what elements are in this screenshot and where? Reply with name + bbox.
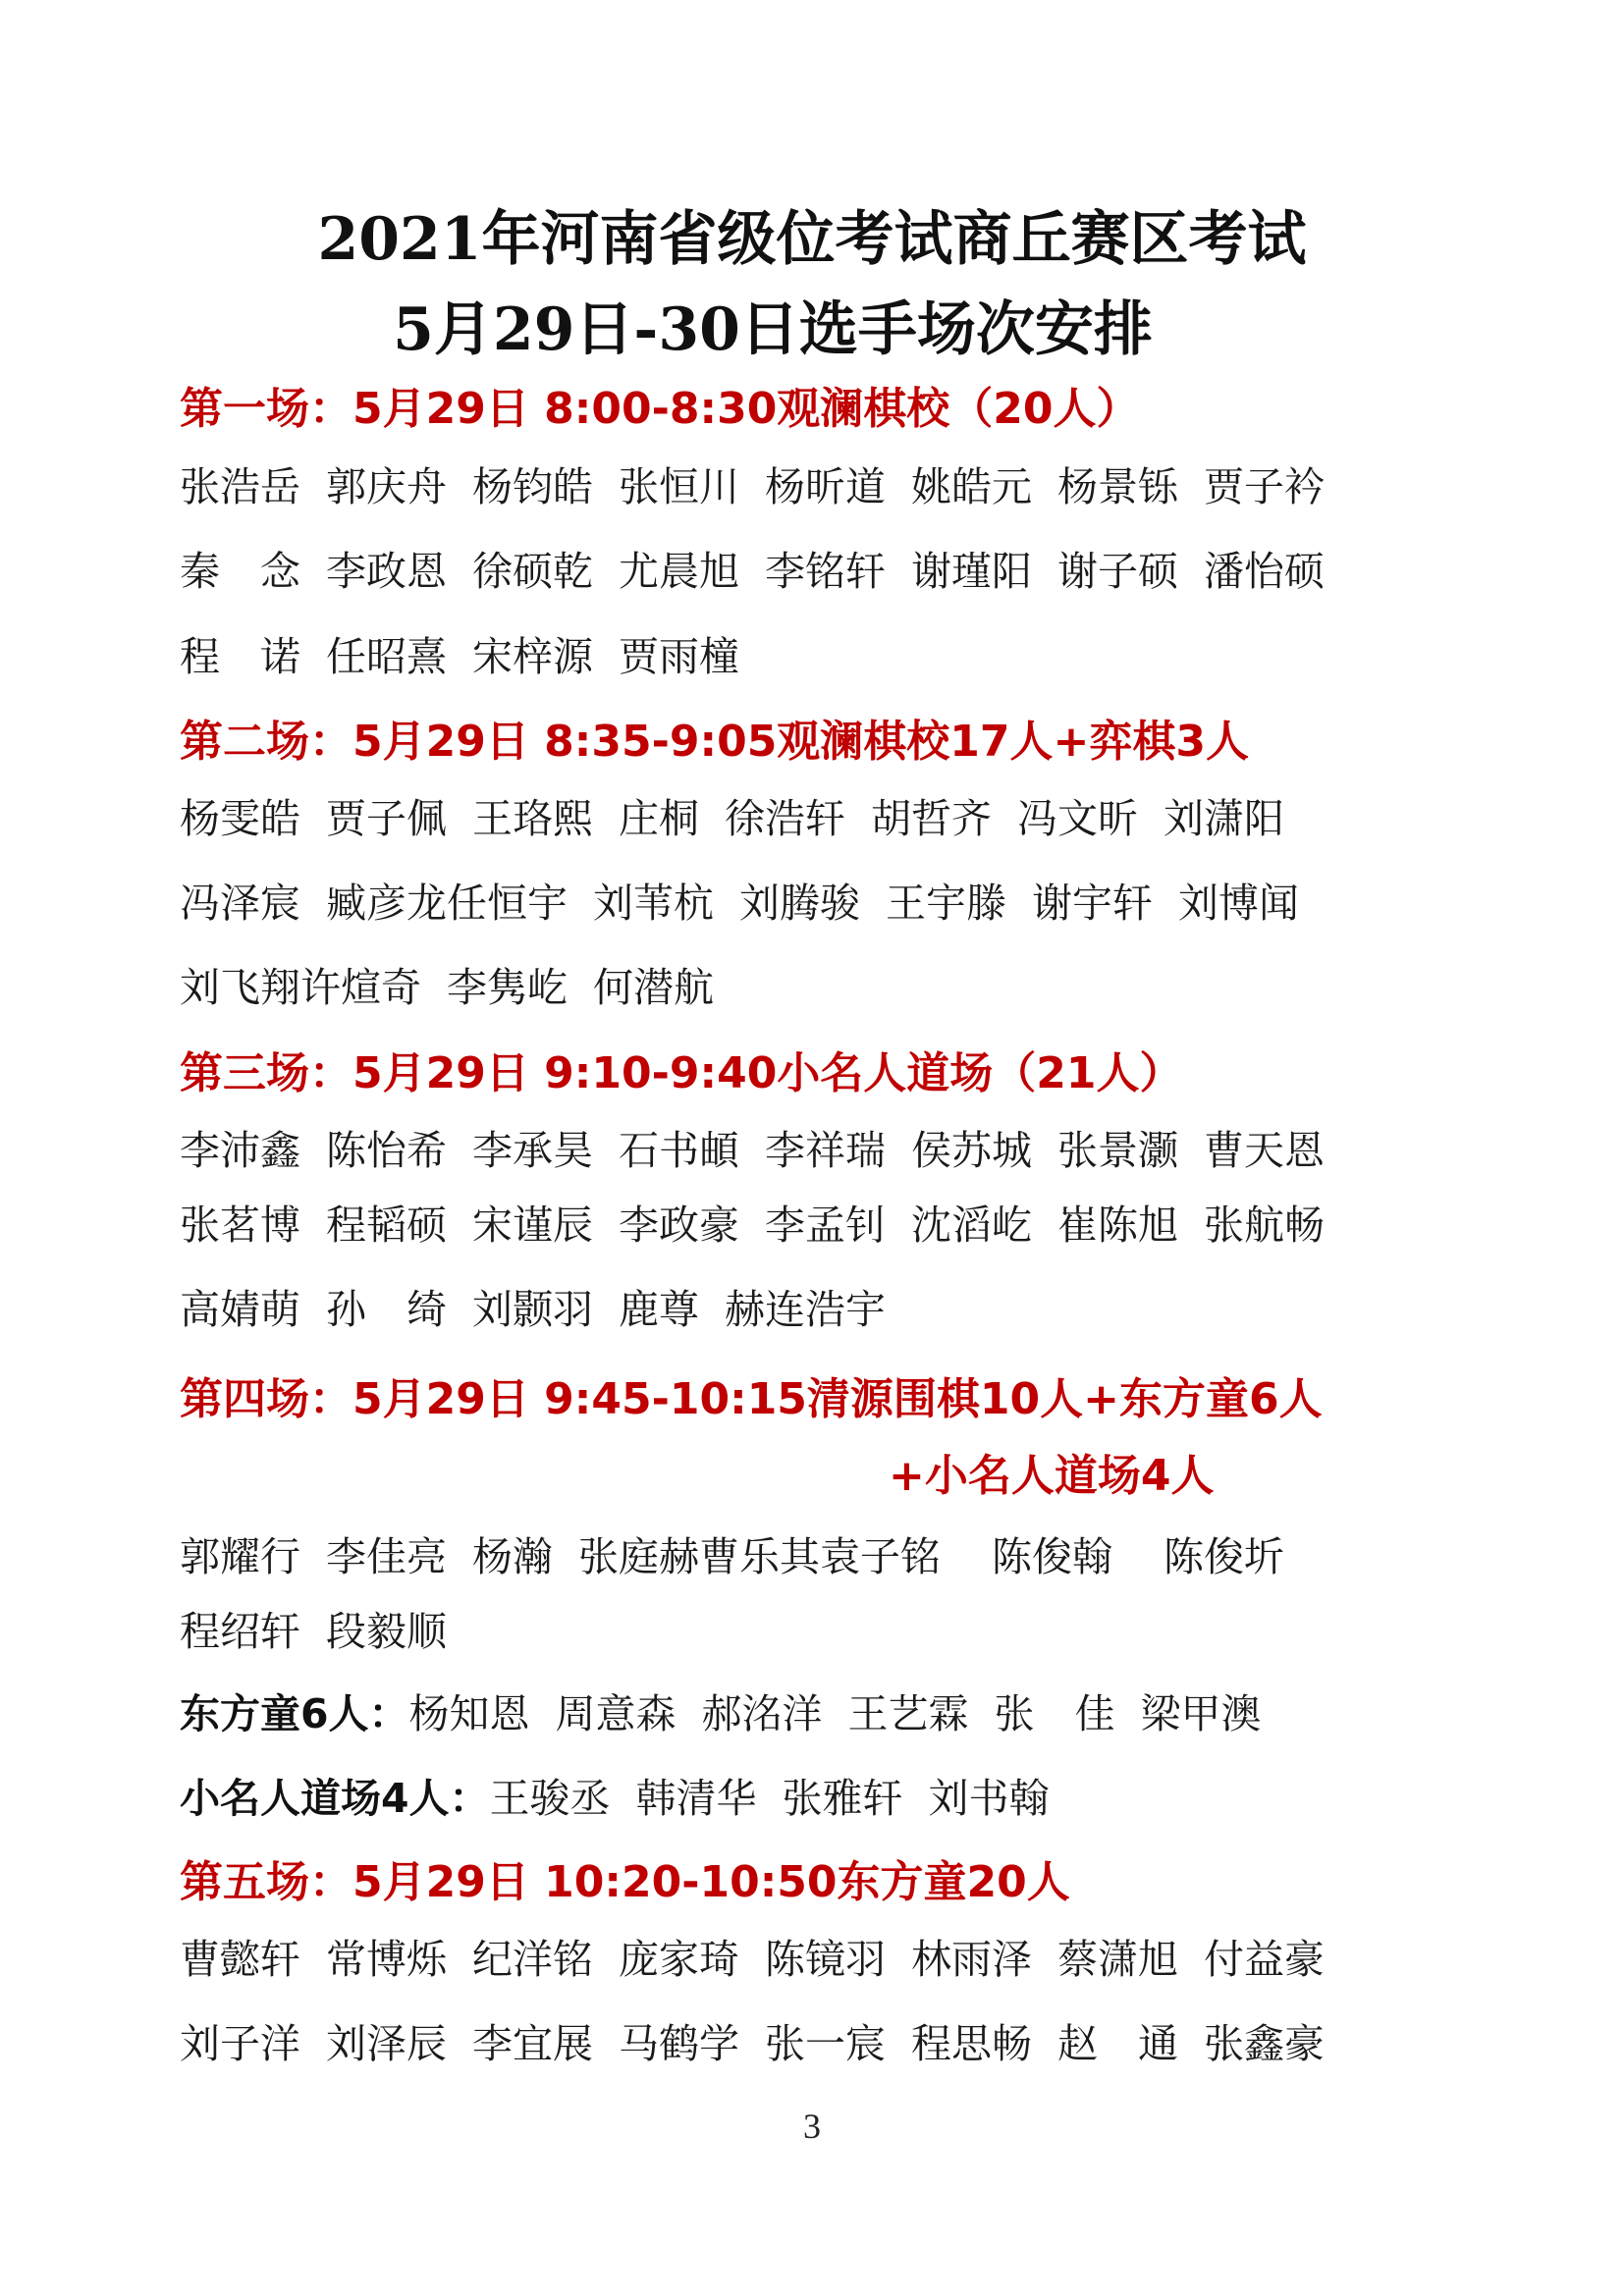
player-name: 刘颢羽 (472, 1286, 593, 1333)
player-name: 纪洋铭 (472, 1936, 593, 1983)
player-name: 郭耀行 (180, 1533, 300, 1580)
player-name: 张茗博 (180, 1201, 300, 1249)
player-name: 周意森 (555, 1690, 677, 1737)
player-name: 王宇滕 (886, 880, 1006, 927)
player-name: 姚皓元 (911, 463, 1032, 510)
player-name: 李孟钊 (765, 1201, 886, 1249)
player-name: 任昭熹 (326, 633, 447, 680)
player-name: 杨景铄 (1057, 463, 1178, 510)
player-name: 胡哲齐 (871, 795, 992, 842)
player-name: 曹天恩 (1204, 1127, 1325, 1174)
player-name: 程思畅 (911, 2020, 1032, 2067)
player-name: 尤晨旭 (619, 548, 739, 595)
player-name: 李政豪 (619, 1201, 739, 1249)
player-name: 赵 通 (1057, 2020, 1178, 2067)
session-1-row-1 (180, 461, 1350, 512)
player-name: 刘苇杭 (593, 880, 714, 927)
player-name: 王珞熙 (472, 795, 593, 842)
session-2-heading: 第二场：5月29日 8:35-9:05观澜棋校17人+弈棋3人 (180, 717, 1250, 767)
session-5-row-2 (180, 2018, 1350, 2069)
document-title: 2021年河南省级位考试商丘赛区考试 (317, 205, 1307, 274)
player-name: 庄桐 (619, 795, 699, 842)
player-name: 梁甲澳 (1140, 1690, 1262, 1737)
player-name: 马鹤学 (619, 2020, 739, 2067)
player-name: 刘腾骏 (739, 880, 860, 927)
session-1-row-2 (180, 546, 1350, 597)
session-1-row-3 (180, 631, 765, 682)
player-name: 王骏丞 (489, 1775, 611, 1822)
player-name: 贾子衿 (1204, 463, 1325, 510)
player-name: 陈怡希 (326, 1127, 447, 1174)
player-name: 郝洺洋 (701, 1690, 823, 1737)
session-3-heading: 第三场：5月29日 9:10-9:40小名人道场（21人） (180, 1048, 1183, 1098)
session-2-row-2 (180, 878, 1325, 929)
player-name: 常博烁 (326, 1936, 447, 1983)
player-name: 张一宸 (765, 2020, 886, 2067)
player-name: 秦 念 (180, 548, 300, 595)
player-name: 庞家琦 (619, 1936, 739, 1983)
session-1-heading: 第一场：5月29日 8:00-8:30观澜棋校（20人） (180, 384, 1140, 434)
session-4-heading: 第四场：5月29日 9:45-10:15清源围棋10人+东方童6人 (180, 1374, 1323, 1424)
player-name: 何潜航 (593, 964, 714, 1011)
document-subtitle: 5月29日-30日选手场次安排 (393, 295, 1153, 364)
player-name: 孙 绮 (326, 1286, 447, 1333)
player-name: 张浩岳 (180, 463, 300, 510)
player-name: 赫连浩宇 (725, 1286, 886, 1333)
session-4-row-2 (180, 1606, 472, 1657)
player-name: 杨瀚 (472, 1533, 553, 1580)
player-name: 李承昊 (472, 1127, 593, 1174)
session-3-row-1 (180, 1125, 1350, 1176)
player-name: 刘书翰 (928, 1775, 1050, 1822)
player-name: 韩清华 (635, 1775, 757, 1822)
group-label: 东方童6人： (180, 1690, 409, 1737)
session-5-heading: 第五场：5月29日 10:20-10:50东方童20人 (180, 1857, 1070, 1907)
player-name: 李铭轩 (765, 548, 886, 595)
page-number: 3 (803, 2107, 821, 2146)
player-name: 谢子硕 (1057, 548, 1178, 595)
player-name: 刘子洋 (180, 2020, 300, 2067)
player-name: 徐浩轩 (725, 795, 845, 842)
session-3-row-2 (180, 1200, 1350, 1251)
player-name: 程 诺 (180, 633, 300, 680)
player-name: 杨昕道 (765, 463, 886, 510)
player-name: 段毅顺 (326, 1608, 447, 1655)
player-name: 蔡潇旭 (1057, 1936, 1178, 1983)
player-name: 侯苏城 (911, 1127, 1032, 1174)
player-name: 沈滔屹 (911, 1201, 1032, 1249)
player-name: 陈镜羽 (765, 1936, 886, 1983)
player-name: 刘博闻 (1178, 880, 1299, 927)
player-name: 王艺霖 (847, 1690, 969, 1737)
session-2-row-1 (180, 793, 1310, 844)
session-5-row-1 (180, 1934, 1350, 1985)
player-name: 贾雨橦 (619, 633, 739, 680)
player-name: 刘潇阳 (1164, 795, 1284, 842)
session-2-row-3 (180, 962, 739, 1013)
player-name: 潘怡硕 (1204, 548, 1325, 595)
group-label: 小名人道场4人： (180, 1775, 490, 1822)
player-name: 曹懿轩 (180, 1936, 300, 1983)
player-name: 陈俊翰 (992, 1533, 1112, 1580)
player-name: 程绍轩 (180, 1608, 300, 1655)
session-4-extra-1 (180, 1688, 1287, 1739)
player-name: 付益豪 (1204, 1936, 1325, 1983)
player-name: 杨钧皓 (472, 463, 593, 510)
player-name: 谢瑾阳 (911, 548, 1032, 595)
player-name: 冯文昕 (1017, 795, 1138, 842)
player-name: 张 佳 (994, 1690, 1115, 1737)
player-name: 崔陈旭 (1057, 1201, 1178, 1249)
player-name: 张庭赫曹乐其袁子铭 (578, 1533, 941, 1580)
player-name: 程韬硕 (326, 1201, 447, 1249)
player-name: 臧彦龙任恒宇 (326, 880, 568, 927)
player-name: 杨雯皓 (180, 795, 300, 842)
player-name: 冯泽宸 (180, 880, 300, 927)
player-name: 张鑫豪 (1204, 2020, 1325, 2067)
player-name: 徐硕乾 (472, 548, 593, 595)
player-name: 宋谨辰 (472, 1201, 593, 1249)
player-name: 杨知恩 (408, 1690, 530, 1737)
player-name: 李政恩 (326, 548, 447, 595)
player-name: 张景灏 (1057, 1127, 1178, 1174)
player-name: 贾子佩 (326, 795, 447, 842)
player-name: 刘泽辰 (326, 2020, 447, 2067)
player-name: 宋梓源 (472, 633, 593, 680)
session-4-heading-continued: +小名人道场4人 (889, 1451, 1215, 1501)
player-name: 张航畅 (1204, 1201, 1325, 1249)
player-name: 郭庆舟 (326, 463, 447, 510)
player-name: 李宜展 (472, 2020, 593, 2067)
player-name: 张恒川 (619, 463, 739, 510)
player-name: 张雅轩 (782, 1775, 903, 1822)
player-name: 李佳亮 (326, 1533, 447, 1580)
player-name: 鹿尊 (619, 1286, 699, 1333)
player-name: 陈俊圻 (1164, 1533, 1284, 1580)
player-name: 石书頔 (619, 1127, 739, 1174)
session-4-row-1 (180, 1531, 1310, 1582)
player-name: 李隽屹 (447, 964, 568, 1011)
player-name: 刘飞翔许煊奇 (180, 964, 421, 1011)
session-3-row-3 (180, 1284, 911, 1335)
player-name: 谢宇轩 (1032, 880, 1153, 927)
session-4-extra-2 (180, 1773, 1075, 1824)
player-name: 李祥瑞 (765, 1127, 886, 1174)
player-name: 林雨泽 (911, 1936, 1032, 1983)
player-name: 李沛鑫 (180, 1127, 300, 1174)
player-name: 高婧萌 (180, 1286, 300, 1333)
